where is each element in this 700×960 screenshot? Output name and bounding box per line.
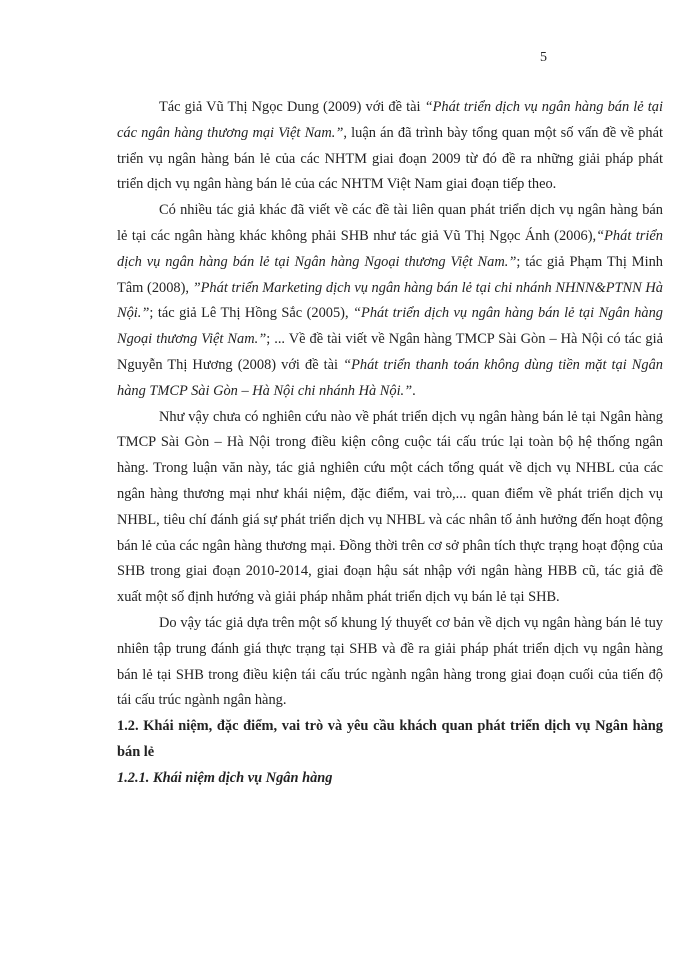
text-segment: Do vậy tác giả dựa trên một số khung lý thuyết cơ bản về dịch vụ ngân hàng bán lẻ tuy nhiên tập trung đánh giá thực trạng tại SHB và đề ra giải pháp phát triển dịch vụ ngân hàng bán lẻ tại SHB trong điều kiện tái cấu trúc ngành ngân hàng trong giai đoạn cuối của tiến độ tái cấu trúc ngành ngân hàng. [117, 614, 663, 709]
text-segment: . [412, 382, 416, 399]
italic-title-segment: “Phát triển thanh toán không dùng tiền mặt tại Ngân hàng TMCP Sài Gòn – Hà Nội chi nhánh Hà Nội.” [117, 356, 663, 399]
page-number: 5 [540, 50, 547, 65]
italic-title-segment: “Phát triển dịch vụ ngân hàng bán lẻ tại các ngân hàng thương mại Việt Nam.” [117, 99, 663, 141]
italic-title-segment: “Phát triển dịch vụ ngân hàng bán lẻ tại Ngân hàng Ngoại thương Việt Nam.” [117, 305, 663, 348]
text-segment: Tác giả Vũ Thị Ngọc Dung (2009) với đề tài [159, 99, 425, 115]
section-heading: 1.2. Khái niệm, đặc điểm, vai trò và yêu cầu khách quan phát triển dịch vụ Ngân hàng bán lẻ [117, 718, 663, 760]
text-segment: ; ... Về đề tài viết về Ngân hàng TMCP Sài Gòn – Hà Nội có tác giả Nguyễn Thị Hương (2008) với đề tài [117, 331, 663, 373]
text-segment: ; tác giả Phạm Thị Minh Tâm (2008), [117, 253, 663, 296]
text-segment: Có nhiều tác giả khác đã viết về các đề tài liên quan phát triển dịch vụ ngân hàng bán lẻ tại các ngân hàng khác không phải SHB như tác giả Vũ Thị Ngọc Ánh (2006), [117, 202, 663, 244]
paragraph [117, 198, 663, 404]
subsection-heading: 1.2.1. Khái niệm dịch vụ Ngân hàng [117, 769, 333, 786]
text-segment: Như vậy chưa có nghiên cứu nào về phát triển dịch vụ ngân hàng bán lẻ tại Ngân hàng TMCP Sài Gòn – Hà Nội trong điều kiện công cuộc tái cấu trúc lại toàn bộ hệ thống ngân hàng. Trong luận văn này, tác giả nghiên cứu một cách tổng quát về dịch vụ NHBL của các ngân hàng thương mại như khái niệm, đặc điểm, vai trò,... quan điểm về phát triển dịch vụ NHBL, tiêu chí đánh giá sự phát triển dịch vụ NHBL và các nhân tố ảnh hưởng đến hoạt động bán lẻ của các ngân hàng thương mại. Đồng thời trên cơ sở phân tích thực trạng hoạt động của SHB trong giai đoạn 2010-2014, giai đoạn hậu sát nhập với ngân hàng HBB cũ, tác giả đề xuất một số định hướng và giải pháp nhằm phát triển dịch vụ bán lẻ tại SHB. [117, 408, 663, 606]
italic-title-segment: “Phát triển dịch vụ ngân hàng bán lẻ tại Ngân hàng Ngoại thương Việt Nam.” [117, 227, 663, 270]
text-segment: , luận án đã trình bày tổng quan một số vấn đề về phát triển vụ ngân hàng bán lẻ của các NHTM giai đoạn 2009 từ đó đề ra những giải pháp phát triển dịch vụ ngân hàng bán lẻ của các NHTM Việt Nam giai đoạn tiếp theo. [117, 124, 663, 193]
italic-title-segment: ”Phát triển Marketing dịch vụ ngân hàng bán lẻ tại chi nhánh NHNN&PTNN Hà Nội.” [117, 279, 663, 322]
paragraph [117, 95, 663, 198]
text-segment: ; tác giả Lê Thị Hồng Sắc (2005), [149, 305, 354, 322]
paragraph [117, 611, 663, 714]
body-text [117, 95, 663, 792]
paragraph [117, 405, 663, 611]
